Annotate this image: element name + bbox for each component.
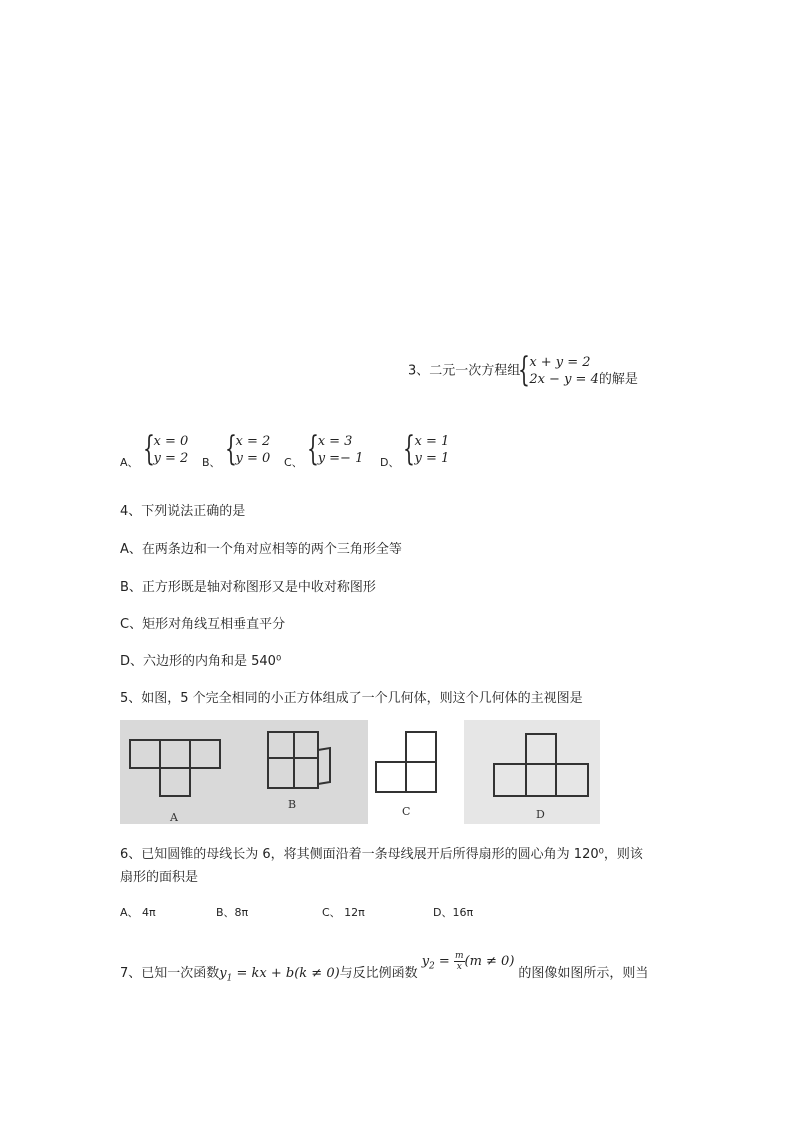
q3-option-b[interactable]: $_{B、}$ { x = 2 y = 0 — [202, 433, 270, 467]
q6-option-c[interactable]: C、 12π — [322, 906, 365, 919]
q3-eq1: { x + y = 2 — [529, 355, 591, 370]
q3-line — [408, 354, 638, 388]
q6-option-d[interactable]: D、16π — [433, 906, 474, 919]
q6-line2: 扇形的面积是 — [120, 870, 199, 885]
q7-line — [120, 951, 649, 984]
figure-label-a: A — [170, 811, 178, 824]
q7-inverse-function: $y_2$ = $\frac{m}{x}$ (m ≠ 0) — [421, 951, 515, 972]
option-a-system: { x = 0 y = 2 — [145, 433, 189, 467]
q3-eq2: 2x − y = 4 — [529, 372, 599, 387]
q4-option-d[interactable]: D、六边形的内角和是 540⁰ — [120, 654, 282, 669]
q3-equation-system — [520, 354, 599, 388]
q3-sep: 、 — [416, 363, 430, 379]
q3-option-a[interactable]: $_{A、}$ { x = 0 y = 2 — [120, 433, 188, 467]
q7-linear-function: $y_1$ = kx + b(k ≠ 0) — [219, 966, 340, 984]
q3-number: 3 — [408, 363, 417, 379]
figure-label-c: C — [402, 805, 411, 818]
q3-suffix: 的解是 — [598, 371, 638, 387]
q7-prefix: 7、已知一次函数 — [120, 966, 220, 981]
q4-stem: 4、下列说法正确的是 — [120, 504, 246, 519]
option-letter: A — [120, 455, 128, 469]
q4-option-a[interactable]: A、在两条边和一个角对应相等的两个三角形全等 — [120, 542, 402, 557]
q4-option-b[interactable]: B、正方形既是轴对称图形又是中收对称图形 — [120, 580, 376, 595]
q3-option-d[interactable]: $_{D、}$ { x = 1 y = 1 — [380, 433, 449, 467]
q7-middle: 与反比例函数 — [339, 966, 418, 981]
q4-option-c[interactable]: C、矩形对角线互相垂直平分 — [120, 617, 286, 632]
figure-label-d: D — [536, 808, 545, 821]
q5-stem: 5、如图，5 个完全相同的小正方体组成了一个几何体，则这个几何体的主视图是 — [120, 691, 583, 706]
q5-figure-options — [120, 720, 600, 824]
figure-label-b: B — [288, 798, 297, 811]
option-b-system: { x = 2 y = 0 — [227, 433, 271, 467]
q7-suffix: 的图像如图所示，则当 — [518, 966, 649, 981]
q3-prefix: 二元一次方程组 — [429, 363, 521, 379]
q7-fraction: $\frac{m}{x}$ — [454, 951, 464, 972]
option-letter: D — [380, 455, 389, 469]
q3-option-c[interactable]: $_{C、}$ { x = 3 y =− 1 — [284, 433, 363, 467]
q6-option-b[interactable]: B、8π — [216, 906, 249, 919]
option-d-system: { x = 1 y = 1 — [405, 433, 449, 467]
option-c-system: { x = 3 y =− 1 — [309, 433, 364, 467]
option-letter: C — [284, 455, 292, 469]
option-letter: B — [202, 455, 210, 469]
q6-option-a[interactable]: A、 4π — [120, 906, 156, 919]
q6-line1: 6、已知圆锥的母线长为 6，将其侧面沿着一条母线展开后所得扇形的圆心角为 120⁰，则该 — [120, 847, 643, 862]
